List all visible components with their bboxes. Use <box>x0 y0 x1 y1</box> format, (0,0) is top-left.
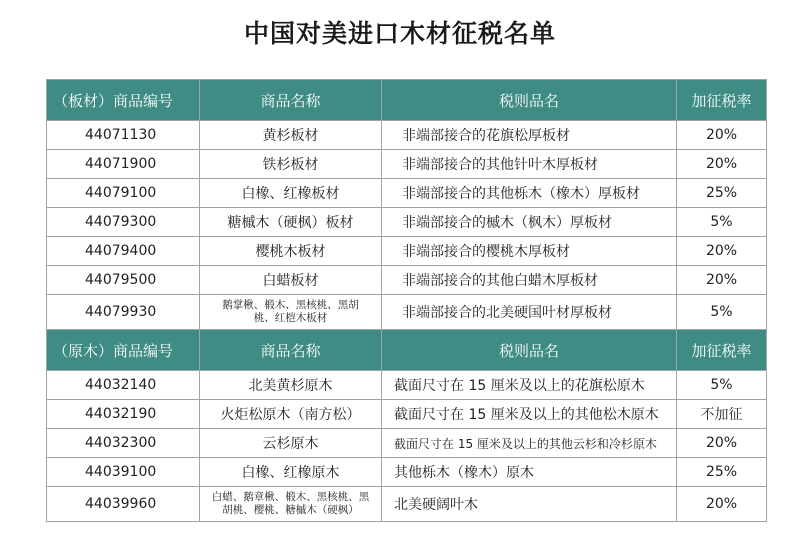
tariff-rate-cell: 20% <box>677 487 767 522</box>
tariff-rate-cell: 20% <box>677 121 767 150</box>
lumber-header-row <box>47 80 767 121</box>
table-row <box>47 487 767 522</box>
tariff-item-cell: 其他栎木（橡木）原木 <box>382 458 677 487</box>
log-name-header: 商品名称 <box>200 330 382 371</box>
product-name-cell: 白蜡板材 <box>200 266 382 295</box>
product-name-cell: 白橡、红橡原木 <box>200 458 382 487</box>
table-row <box>47 458 767 487</box>
log-code-header: （原木）商品编号 <box>47 330 200 371</box>
hs-code-cell: 44039100 <box>47 458 200 487</box>
hs-code-cell: 44071900 <box>47 150 200 179</box>
table-row <box>47 295 767 330</box>
tariff-item-cell: 非端部接合的其他栎木（橡木）厚板材 <box>382 179 677 208</box>
lumber-code-header: （板材）商品编号 <box>47 80 200 121</box>
lumber-item-header: 税则品名 <box>382 80 677 121</box>
page-title: 中国对美进口木材征税名单 <box>243 19 556 48</box>
tariff-item-cell: 截面尺寸在 15 厘米及以上的其他云杉和冷杉原木 <box>382 429 677 458</box>
product-name-cell: 白橡、红橡板材 <box>200 179 382 208</box>
hs-code-cell: 44079100 <box>47 179 200 208</box>
tariff-item-cell: 截面尺寸在 15 厘米及以上的花旗松原木 <box>382 371 677 400</box>
tariff-rate-cell: 25% <box>677 458 767 487</box>
log-header-row <box>47 330 767 371</box>
table-row <box>47 237 767 266</box>
tariff-rate-cell: 20% <box>677 429 767 458</box>
tariff-item-cell: 非端部接合的其他白蜡木厚板材 <box>382 266 677 295</box>
table-row <box>47 400 767 429</box>
product-name-cell: 樱桃木板材 <box>200 237 382 266</box>
product-name-cell: 火炬松原木（南方松） <box>200 400 382 429</box>
hs-code-cell: 44039960 <box>47 487 200 522</box>
table-row <box>47 266 767 295</box>
hs-code-cell: 44079500 <box>47 266 200 295</box>
product-name-cell: 北美黄杉原木 <box>200 371 382 400</box>
log-item-header: 税则品名 <box>382 330 677 371</box>
table-row <box>47 208 767 237</box>
tariff-item-cell: 北美硬阔叶木 <box>382 487 677 522</box>
hs-code-cell: 44079930 <box>47 295 200 330</box>
tariff-rate-cell: 20% <box>677 237 767 266</box>
tariff-rate-cell: 20% <box>677 266 767 295</box>
tariff-rate-cell: 5% <box>677 295 767 330</box>
tariff-item-cell: 非端部接合的槭木（枫木）厚板材 <box>382 208 677 237</box>
tariff-item-cell: 非端部接合的花旗松厚板材 <box>382 121 677 150</box>
product-name-cell: 黄杉板材 <box>200 121 382 150</box>
tariff-item-cell: 非端部接合的樱桃木厚板材 <box>382 237 677 266</box>
tariff-item-cell: 非端部接合的北美硬国叶材厚板材 <box>382 295 677 330</box>
tariff-item-cell: 截面尺寸在 15 厘米及以上的其他松木原木 <box>382 400 677 429</box>
tariff-rate-cell: 不加征 <box>677 400 767 429</box>
hs-code-cell: 44079400 <box>47 237 200 266</box>
hs-code-cell: 44079300 <box>47 208 200 237</box>
table-row <box>47 121 767 150</box>
tariff-rate-cell: 5% <box>677 371 767 400</box>
tariff-rate-cell: 25% <box>677 179 767 208</box>
product-name-cell: 铁杉板材 <box>200 150 382 179</box>
table-row <box>47 150 767 179</box>
product-name-cell: 云杉原木 <box>200 429 382 458</box>
product-name-cell: 糖槭木（硬枫）板材 <box>200 208 382 237</box>
hs-code-cell: 44032140 <box>47 371 200 400</box>
lumber-name-header: 商品名称 <box>200 80 382 121</box>
hs-code-cell: 44071130 <box>47 121 200 150</box>
tariff-table <box>46 79 767 522</box>
product-name-cell: 鹅掌楸、椴木、黑核桃、黑胡桃、红桤木板材 <box>200 295 382 330</box>
tariff-rate-cell: 5% <box>677 208 767 237</box>
hs-code-cell: 44032300 <box>47 429 200 458</box>
tariff-item-cell: 非端部接合的其他针叶木厚板材 <box>382 150 677 179</box>
log-rate-header: 加征税率 <box>677 330 767 371</box>
table-row <box>47 429 767 458</box>
table-row <box>47 179 767 208</box>
product-name-cell: 白蜡、鹅章楸、椴木、黑核桃、黑胡桃、樱桃、糖槭木（硬枫） <box>200 487 382 522</box>
lumber-rate-header: 加征税率 <box>677 80 767 121</box>
table-row <box>47 371 767 400</box>
tariff-rate-cell: 20% <box>677 150 767 179</box>
hs-code-cell: 44032190 <box>47 400 200 429</box>
